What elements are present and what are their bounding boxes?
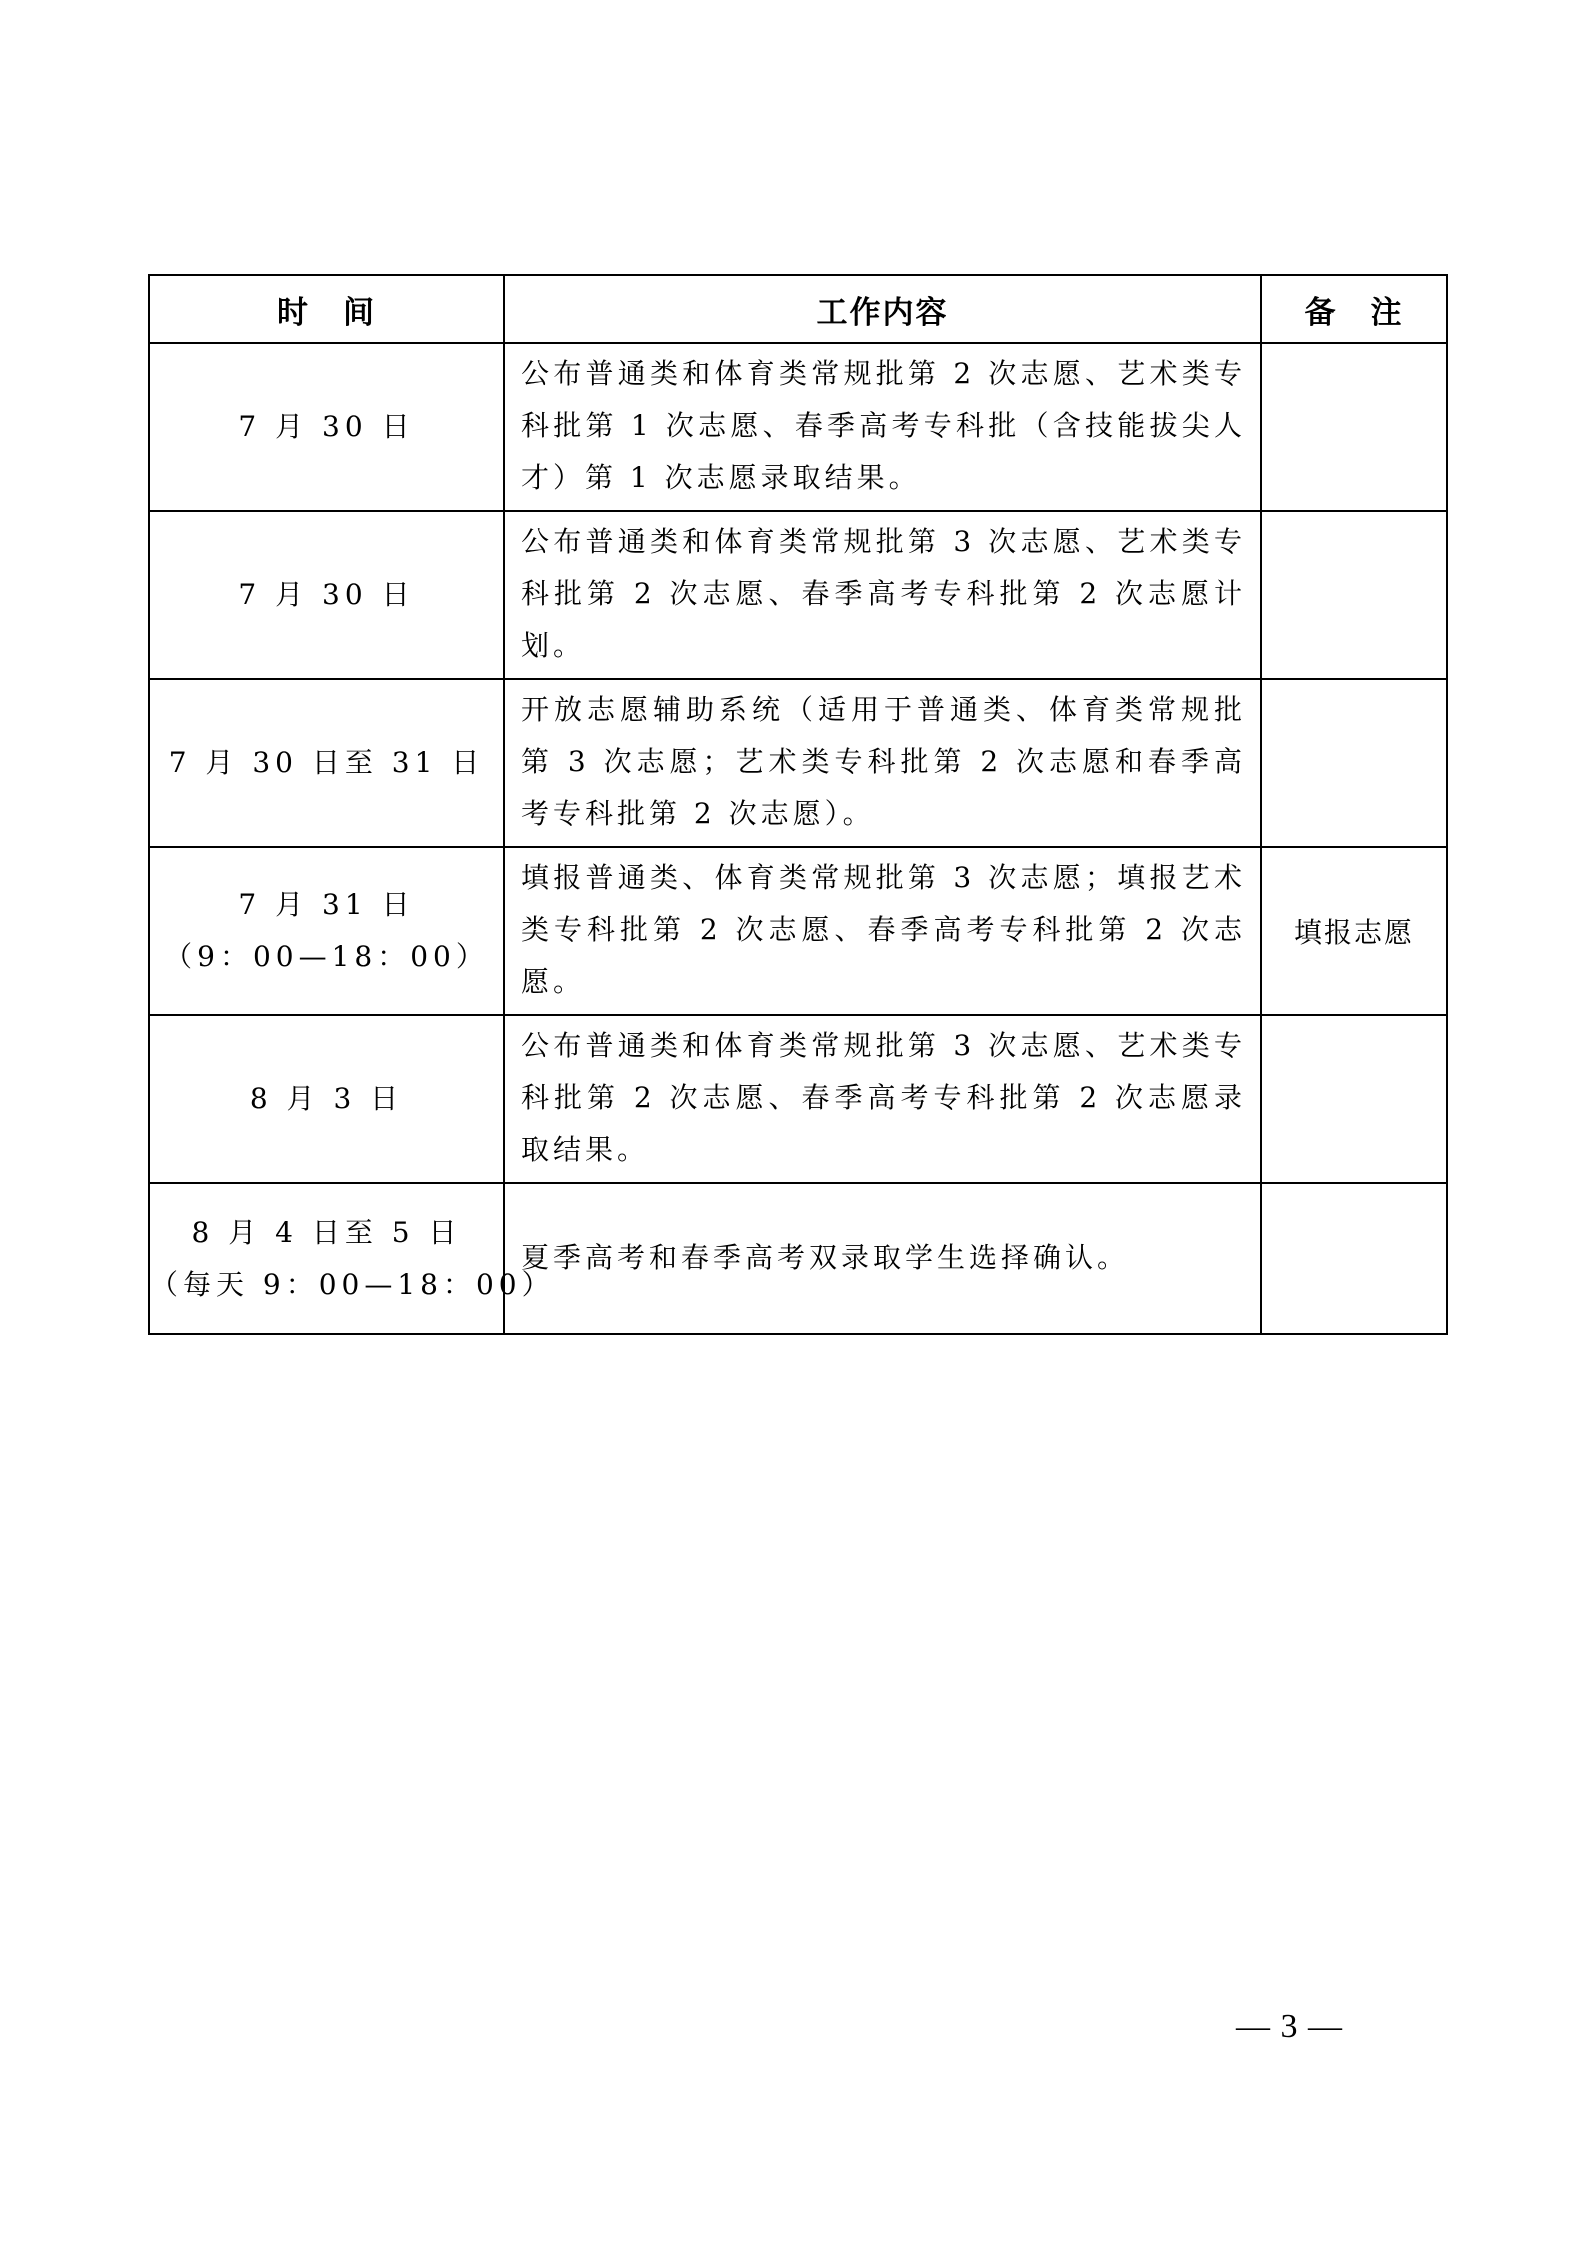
time-date: 8 月 3 日 bbox=[249, 1082, 404, 1115]
table-row bbox=[149, 1183, 1447, 1334]
table-header-row bbox=[149, 275, 1447, 343]
time-date: 7 月 30 日 bbox=[238, 578, 415, 611]
content-cell: 夏季高考和春季高考双录取学生选择确认。 bbox=[504, 1183, 1261, 1334]
header-time: 时 间 bbox=[149, 275, 504, 343]
header-note: 备 注 bbox=[1261, 275, 1447, 343]
content-cell: 公布普通类和体育类常规批第 3 次志愿、艺术类专科批第 2 次志愿、春季高考专科批第 2 次志愿计划。 bbox=[504, 511, 1261, 679]
table-row bbox=[149, 343, 1447, 511]
header-content: 工作内容 bbox=[504, 275, 1261, 343]
time-cell bbox=[149, 511, 504, 679]
page-number: — 3 — bbox=[1236, 2008, 1343, 2045]
table-row bbox=[149, 511, 1447, 679]
content-cell: 开放志愿辅助系统（适用于普通类、体育类常规批第 3 次志愿；艺术类专科批第 2 次志愿和春季高考专科批第 2 次志愿）。 bbox=[504, 679, 1261, 847]
table-row bbox=[149, 679, 1447, 847]
note-cell bbox=[1261, 1183, 1447, 1334]
content-cell: 填报普通类、体育类常规批第 3 次志愿；填报艺术类专科批第 2 次志愿、春季高考专科批第 2 次志愿。 bbox=[504, 847, 1261, 1015]
note-cell bbox=[1261, 343, 1447, 511]
time-cell bbox=[149, 847, 504, 1015]
note-cell bbox=[1261, 679, 1447, 847]
time-range: （9：00—18：00） bbox=[164, 940, 489, 973]
schedule-table bbox=[148, 274, 1448, 1335]
content-cell: 公布普通类和体育类常规批第 3 次志愿、艺术类专科批第 2 次志愿、春季高考专科批第 2 次志愿录取结果。 bbox=[504, 1015, 1261, 1183]
table-row bbox=[149, 847, 1447, 1015]
note-cell bbox=[1261, 511, 1447, 679]
note-cell bbox=[1261, 1015, 1447, 1183]
note-cell: 填报志愿 bbox=[1261, 847, 1447, 1015]
time-range: （每天 9：00—18：00） bbox=[150, 1267, 555, 1301]
time-date: 8 月 4 日至 5 日 bbox=[191, 1215, 462, 1249]
time-cell bbox=[149, 343, 504, 511]
time-cell bbox=[149, 1183, 555, 1334]
table-row bbox=[149, 1015, 1447, 1183]
time-cell bbox=[149, 679, 504, 847]
time-cell bbox=[149, 1015, 504, 1183]
content-cell: 公布普通类和体育类常规批第 2 次志愿、艺术类专科批第 1 次志愿、春季高考专科批（含技能拔尖人才）第 1 次志愿录取结果。 bbox=[504, 343, 1261, 511]
time-date: 7 月 31 日 bbox=[238, 888, 415, 921]
time-date: 7 月 30 日至 31 日 bbox=[168, 746, 485, 779]
time-date: 7 月 30 日 bbox=[238, 410, 415, 443]
